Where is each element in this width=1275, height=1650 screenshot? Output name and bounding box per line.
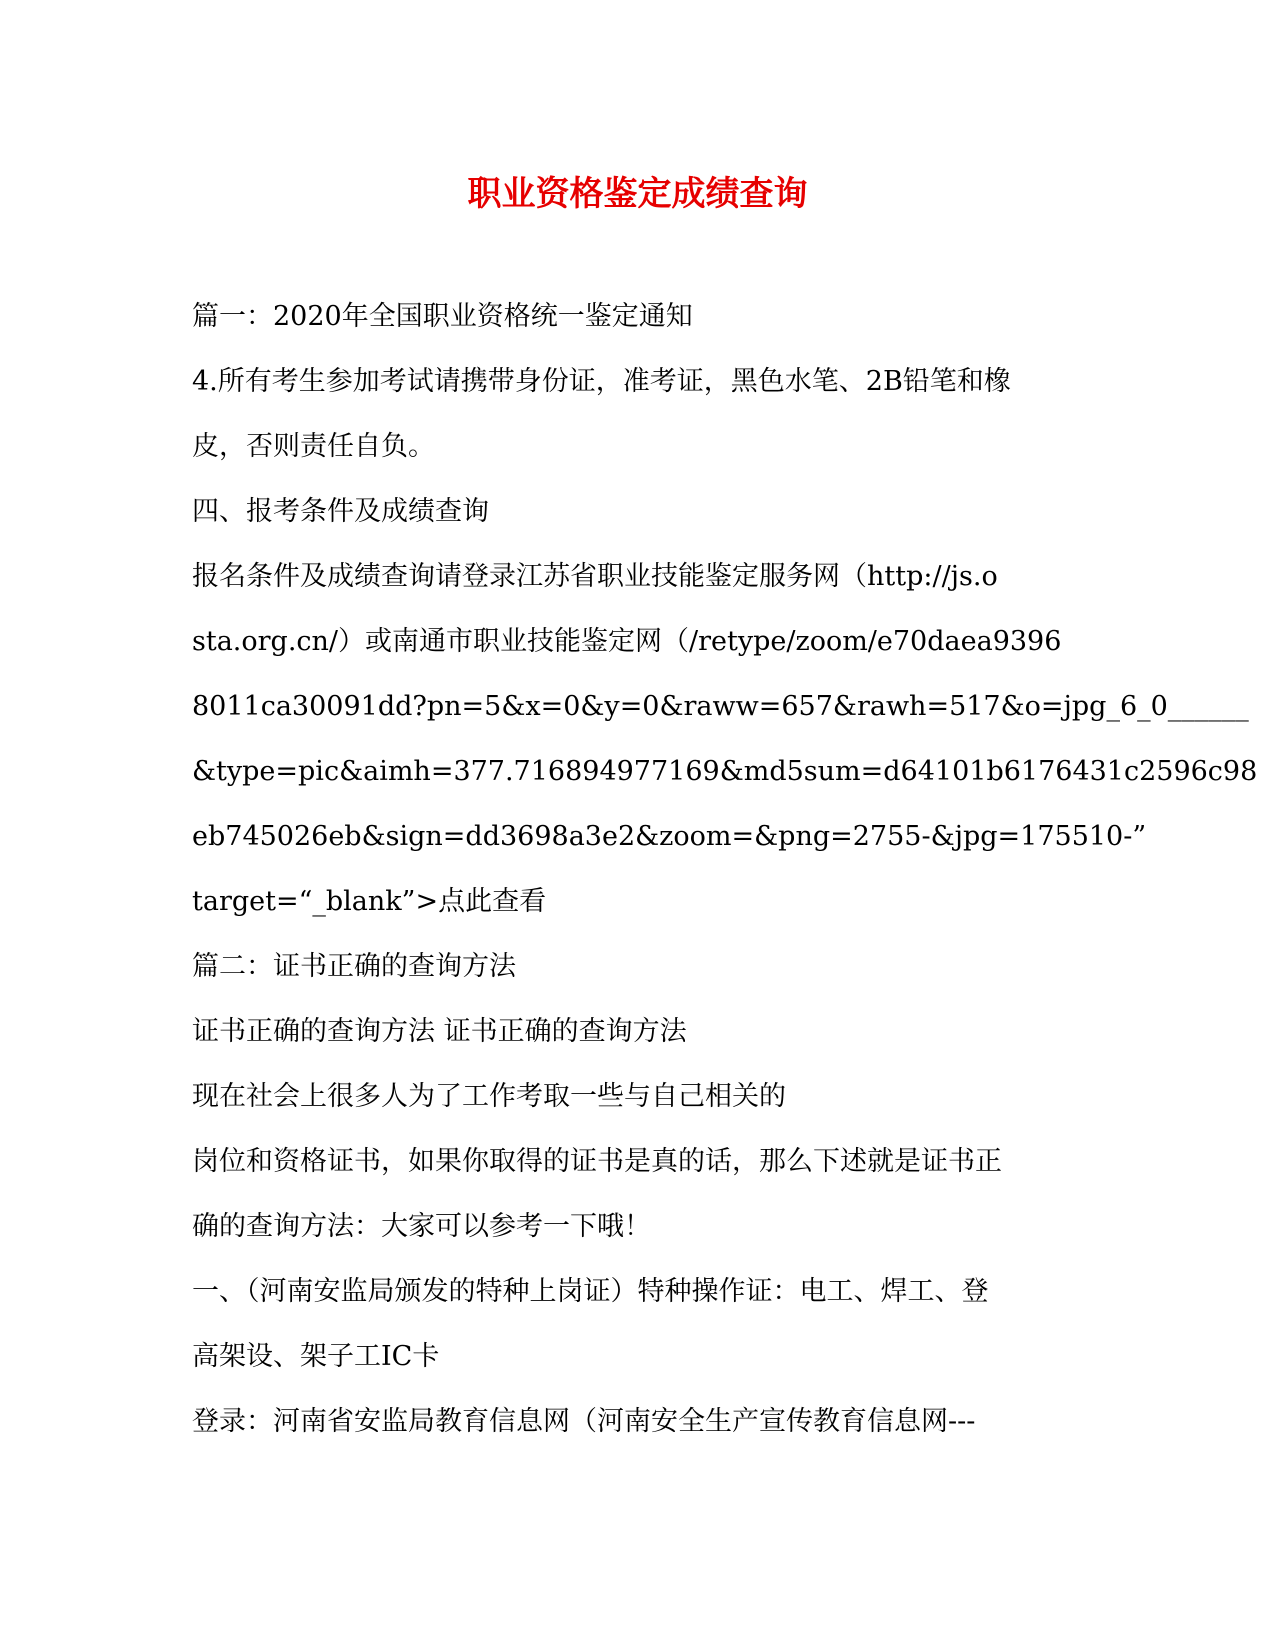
body-line: 现在社会上很多人为了工作考取一些与自己相关的 (192, 1081, 786, 1112)
body-line: eb745026eb&sign=dd3698a3e2&zoom=&png=2755-&jpg=175510-” (192, 821, 1147, 852)
body-line: 皮，否则责任自负。 (192, 431, 435, 462)
body-line: 篇一：2020年全国职业资格统一鉴定通知 (192, 301, 693, 332)
body-line: 登录：河南省安监局教育信息网（河南安全生产宣传教育信息网--- (192, 1406, 976, 1437)
body-line: 报名条件及成绩查询请登录江苏省职业技能鉴定服务网（http://js.o (192, 561, 998, 592)
document-body (192, 284, 1258, 1454)
body-line: 4.所有考生参加考试请携带身份证，准考证，黑色水笔、2B铅笔和橡 (192, 366, 1011, 397)
body-line: 篇二：证书正确的查询方法 (192, 951, 516, 982)
body-line: 高架设、架子工IC卡 (192, 1341, 440, 1372)
body-line: target=“_blank”>点此查看 (192, 886, 547, 917)
body-line: 证书正确的查询方法 证书正确的查询方法 (192, 1016, 687, 1047)
body-line: sta.org.cn/）或南通市职业技能鉴定网（/retype/zoom/e70daea9396 (192, 626, 1062, 657)
body-line: 8011ca30091dd?pn=5&x=0&y=0&raww=657&rawh=517&o=jpg_6_0______ (192, 691, 1249, 722)
document-title: 职业资格鉴定成绩查询 (467, 174, 808, 214)
body-line: 四、报考条件及成绩查询 (192, 496, 489, 527)
body-line: 一、（河南安监局颁发的特种上岗证）特种操作证：电工、焊工、登 (192, 1276, 989, 1307)
body-line: &type=pic&aimh=377.716894977169&md5sum=d64101b6176431c2596c98 (192, 756, 1258, 787)
body-line: 岗位和资格证书，如果你取得的证书是真的话，那么下述就是证书正 (192, 1146, 1002, 1177)
body-line: 确的查询方法：大家可以参考一下哦！ (192, 1211, 651, 1242)
